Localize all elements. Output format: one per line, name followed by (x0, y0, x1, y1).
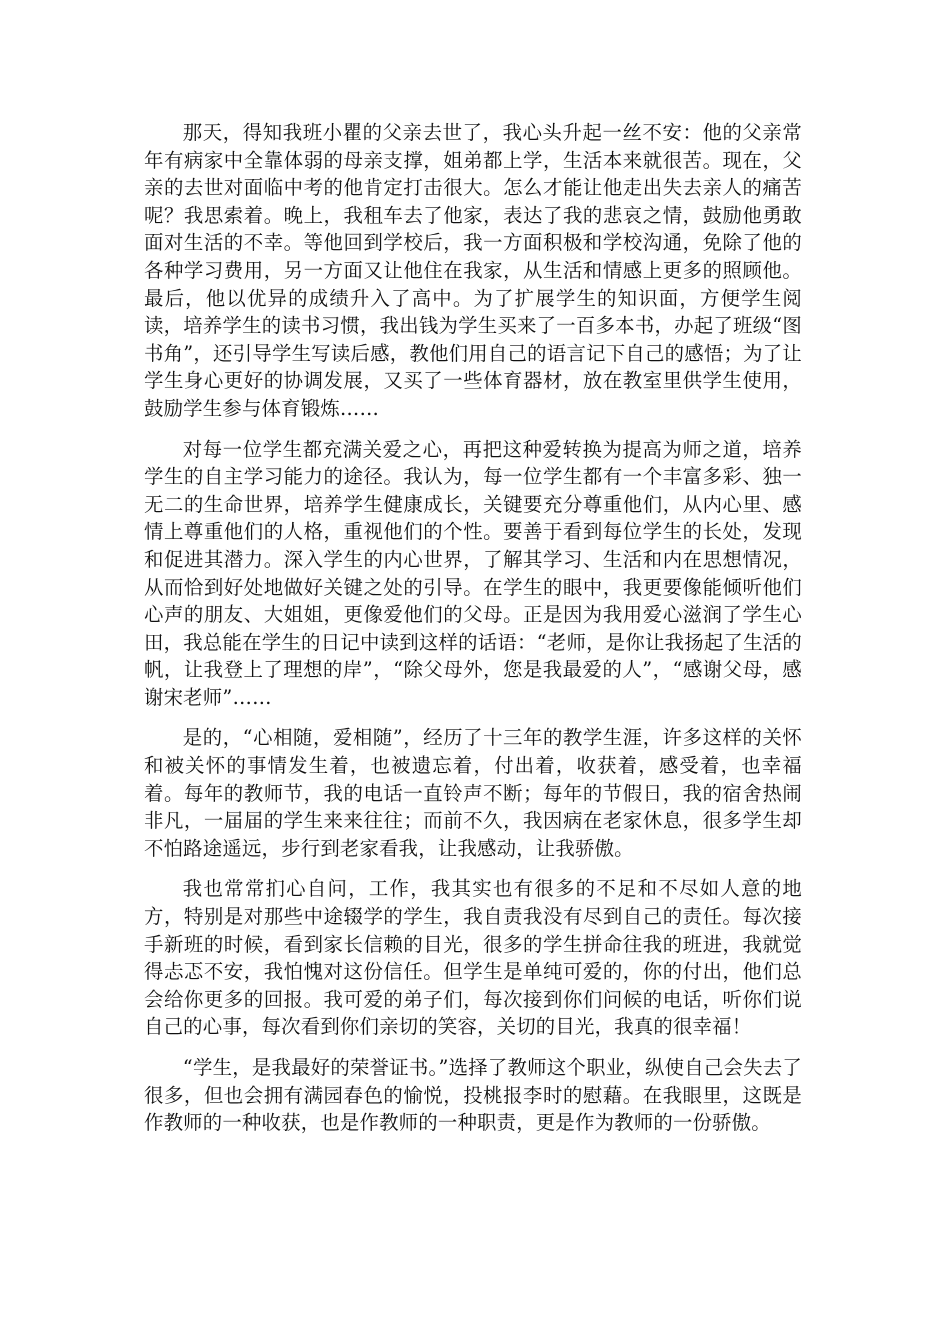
paragraph-4: 我也常常扪心自问，工作，我其实也有很多的不足和不尽如人意的地方，特别是对那些中途辍学的学生，我自责我没有尽到自己的责任。每次接手新班的时候，看到家长信赖的目光，很多的学生拼命往我的班进，我就觉得忐忑不安，我怕愧对这份信任。但学生是单纯可爱的，你的付出，他们总会给你更多的回报。我可爱的弟子们，每次接到你们问候的电话，听你们说自己的心事，每次看到你们亲切的笑容，关切的目光，我真的很幸福！ (144, 877, 802, 1039)
body-text (144, 119, 802, 1150)
paragraph-1: 那天，得知我班小瞿的父亲去世了，我心头升起一丝不安：他的父亲常年有病家中全靠体弱的母亲支撑，姐弟都上学，生活本来就很苦。现在，父亲的去世对面临中考的他肯定打击很大。怎么才能让他走出失去亲人的痛苦呢？我思索着。晚上，我租车去了他家，表达了我的悲哀之情，鼓励他勇敢面对生活的不幸。等他回到学校后，我一方面积极和学校沟通，免除了他的各种学习费用，另一方面又让他住在我家，从生活和情感上更多的照顾他。最后，他以优异的成绩升入了高中。为了扩展学生的知识面，方便学生阅读，培养学生的读书习惯，我出钱为学生买来了一百多本书，办起了班级“图书角”，还引导学生写读后感，教他们用自己的语言记下自己的感悟；为了让学生身心更好的协调发展，又买了一些体育器材，放在教室里供学生使用，鼓励学生参与体育锻炼…… (144, 121, 802, 420)
paragraph-5: “学生，是我最好的荣誉证书。”选择了教师这个职业，纵使自己会失去了很多，但也会拥有满园春色的愉悦，投桃报李时的慰藉。在我眼里，这既是作教师的一种收获，也是作教师的一种职责，更是作为教师的一份骄傲。 (144, 1056, 802, 1135)
paragraph-2: 对每一位学生都充满关爱之心，再把这种爱转换为提高为师之道，培养学生的自主学习能力的途径。我认为，每一位学生都有一个丰富多彩、独一无二的生命世界，培养学生健康成长，关键要充分尊重他们，从内心里、感情上尊重他们的人格，重视他们的个性。要善于看到每位学生的长处，发现和促进其潜力。深入学生的内心世界，了解其学习、生活和内在思想情况，从而恰到好处地做好关键之处的引导。在学生的眼中，我更要像能倾听他们心声的朋友、大姐姐，更像爱他们的父母。正是因为我用爱心滋润了学生心田，我总能在学生的日记中读到这样的话语：“老师，是你让我扬起了生活的帆，让我登上了理想的岸”，“除父母外，您是我最爱的人”，“感谢父母，感谢宋老师”…… (144, 437, 802, 709)
paragraph-3: 是的，“心相随，爱相随”，经历了十三年的教学生涯，许多这样的关怀和被关怀的事情发生着，也被遗忘着，付出着，收获着，感受着，也幸福着。每年的教师节，我的电话一直铃声不断；每年的节假日，我的宿舍热闹非凡，一届届的学生来来往往；而前不久，我因病在老家休息，很多学生却不怕路途遥远，步行到老家看我，让我感动，让我骄傲。 (144, 726, 802, 860)
